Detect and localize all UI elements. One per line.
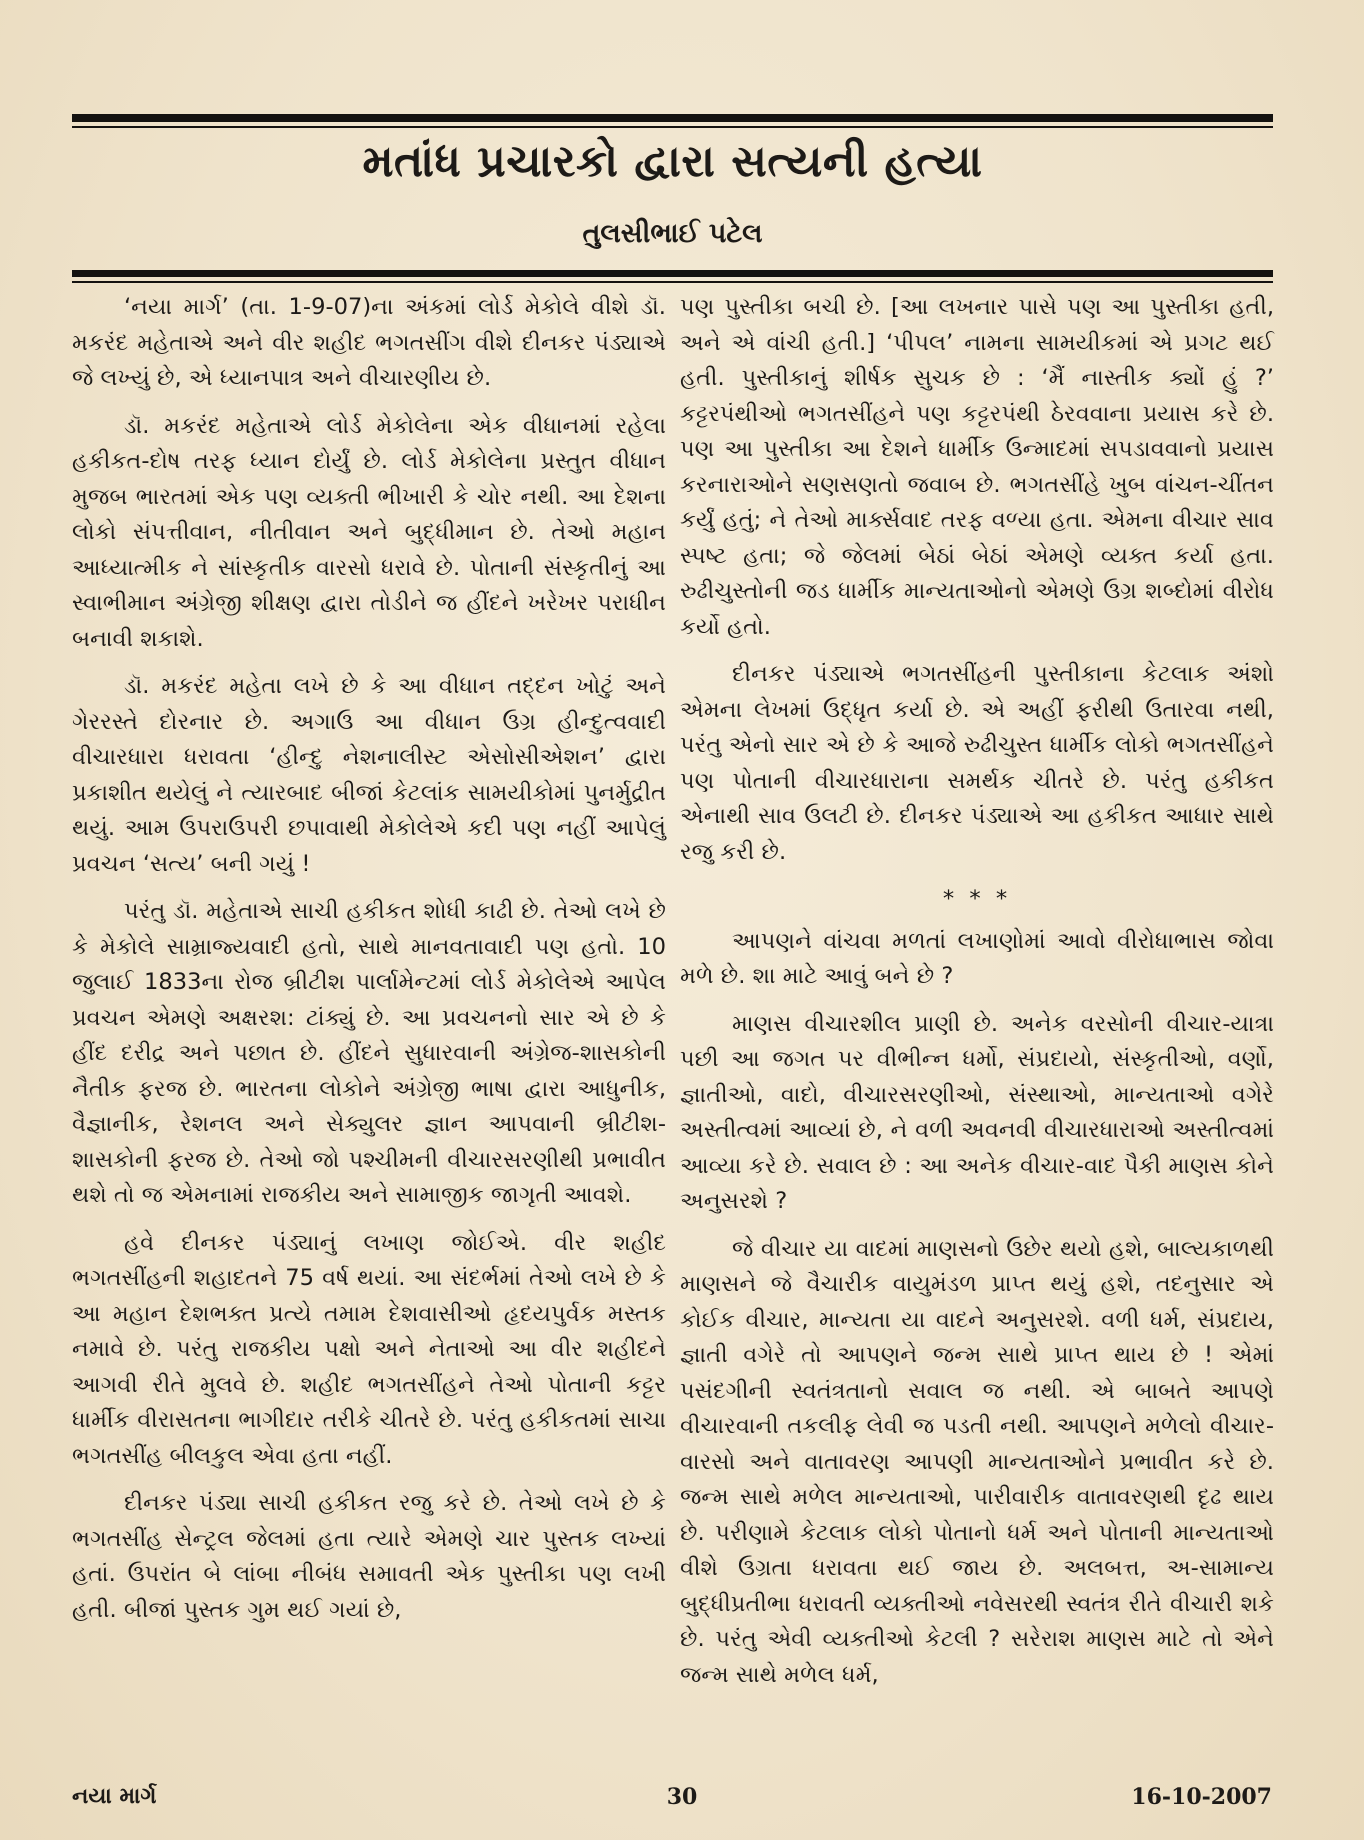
paragraph: ડૉ. મકરંદ મહેતાએ લોર્ડ મેકોલેના એક વીધાનમાં રહેલા હકીકત-દોષ તરફ ધ્યાન દોર્યું છે. લોર્ડ મેકોલેના પ્રસ્તુત વીધાન મુજબ ભારતમાં એક પણ વ્યક્તી ભીખારી કે ચોર નથી. આ દેશના લોકો સંપત્તીવાન, નીતીવાન અને બુદ્ધીમાન છે. તેઓ મહાન આધ્યાત્મીક ને સાંસ્કૃતીક વારસો ધરાવે છે. પોતાની સંસ્કૃતીનું આ સ્વાભીમાન અંગ્રેજી શીક્ષણ દ્વારા તોડીને જ હીંદને ખરેખર પરાધીન બનાવી શકાશે. xyxy=(72,412,666,652)
paragraph: હવે દીનકર પંડ્યાનું લખાણ જોઈએ. વીર શહીદ ભગતસીંહની શહાદતને 75 વર્ષ થયાં. આ સંદર્ભમાં તેઓ લખે છે કે આ મહાન દેશભક્ત પ્રત્યે તમામ દેશવાસીઓ હૃદયપુર્વક મસ્તક નમાવે છે. પરંતુ રાજકીય પક્ષો અને નેતાઓ આ વીર શહીદને આગવી રીતે મુલવે છે. શહીદ ભગતસીંહને તેઓ પોતાની કટ્ટર ધાર્મીક વીરાસતના ભાગીદાર તરીકે ચીતરે છે. પરંતુ હકીકતમાં સાચા ભગતસીંહ બીલકુલ એવા હતા નહીં. xyxy=(72,1229,666,1469)
right-column xyxy=(680,290,1274,1705)
paragraph: પરંતુ ડૉ. મહેતાએ સાચી હકીકત શોધી કાઢી છે. તેઓ લખે છે કે મેકોલે સામ્રાજ્યવાદી હતો, સાથે માનવતાવાદી પણ હતો. 10 જુલાઈ 1833ના રોજ બ્રીટીશ પાર્લામેન્ટમાં લોર્ડ મેકોલેએ આપેલ પ્રવચન એમણે અક્ષરશ: ટાંક્યું છે. આ પ્રવચનનો સાર એ છે કે હીંદ દરીદ્ર અને પછાત છે. હીંદને સુધારવાની અંગ્રેજ-શાસકોની નૈતીક ફરજ છે. ભારતના લોકોને અંગ્રેજી ભાષા દ્વારા આધુનીક, વૈજ્ઞાનીક, રેશનલ અને સેક્યુલર જ્ઞાન આપવાની બ્રીટીશ-શાસકોની ફરજ છે. તેઓ જો પશ્ચીમની વીચારસરણીથી પ્રભાવીત થશે તો જ એમનામાં રાજકીય અને સામાજીક જાગૃતી આવશે. xyxy=(72,898,666,1208)
article-author: તુલસીભાઈ પટેલ xyxy=(582,218,763,249)
top-rule xyxy=(72,114,1273,122)
paragraph: દીનકર પંડ્યા સાચી હકીકત રજુ કરે છે. તેઓ લખે છે કે ભગતસીંહ સેન્ટ્રલ જેલમાં હતા ત્યારે એમણે ચાર પુસ્તક લખ્યાં હતાં. ઉપરાંત બે લાંબા નીબંધ સમાવતી એક પુસ્તીકા પણ લખી હતી. બીજાં પુસ્તક ગુમ થઈ ગયાં છે, xyxy=(72,1490,666,1623)
paragraph: પણ પુસ્તીકા બચી છે. [આ લખનાર પાસે પણ આ પુસ્તીકા હતી, અને એ વાંચી હતી.] ‘પીપલ’ નામના સામયીકમાં એ પ્રગટ થઈ હતી. પુસ્તીકાનું શીર્ષક સુચક છે : ‘મૈં નાસ્તીક ક્યોં હું ?’ કટ્ટરપંથીઓ ભગતસીંહને પણ કટ્ટરપંથી ઠેરવવાના પ્રયાસ કરે છે. પણ આ પુસ્તીકા આ દેશને ધાર્મીક ઉન્માદમાં સપડાવવાનો પ્રયાસ કરનારાઓને સણસણતો જવાબ છે. ભગતસીંહે ખુબ વાંચન-ચીંતન કર્યું હતું; ને તેઓ માર્ક્સવાદ તરફ વળ્યા હતા. એમના વીચાર સાવ સ્પષ્ટ હતા; જે જેલમાં બેઠાં બેઠાં એમણે વ્યક્ત કર્યા હતા. રુઢીચુસ્તોની જડ ધાર્મીક માન્યતાઓનો એમણે ઉગ્ર શબ્દોમાં વીરોધ કર્યો હતો. xyxy=(680,294,1274,640)
footer-date: 16-10-2007 xyxy=(1131,1784,1272,1810)
paragraph: આપણને વાંચવા મળતાં લખાણોમાં આવો વીરોધાભાસ જોવા મળે છે. શા માટે આવું બને છે ? xyxy=(680,927,1274,989)
section-separator: * * * xyxy=(942,886,1012,912)
top-rule-thin xyxy=(72,126,1273,128)
header-rule xyxy=(72,270,1273,277)
paragraph: માણસ વીચારશીલ પ્રાણી છે. અનેક વરસોની વીચાર-યાત્રા પછી આ જગત પર વીભીન્ન ધર્મો, સંપ્રદાયો, સંસ્કૃતીઓ, વર્ણો, જ્ઞાતીઓ, વાદો, વીચારસરણીઓ, સંસ્થાઓ, માન્યતાઓ વગેરે અસ્તીત્વમાં આવ્યાં છે, ને વળી અવનવી વીચારધારાઓ અસ્તીત્વમાં આવ્યા કરે છે. સવાલ છે : આ અનેક વીચાર-વાદ પૈકી માણસ કોને અનુસરશે ? xyxy=(680,1010,1274,1214)
left-column xyxy=(72,290,666,1640)
paragraph: દીનકર પંડ્યાએ ભગતસીંહની પુસ્તીકાના કેટલાક અંશો એમના લેખમાં ઉદ્ધૃત કર્યા છે. એ અહીં ફરીથી ઉતારવા નથી, પરંતુ એનો સાર એ છે કે આજે રુઢીચુસ્ત ધાર્મીક લોકો ભગતસીંહને પણ પોતાની વીચારધારાના સમર્થક ચીતરે છે. પરંતુ હકીકત એનાથી સાવ ઉલટી છે. દીનકર પંડ્યાએ આ હકીકત આધાર સાથે રજુ કરી છે. xyxy=(680,661,1274,865)
paragraph: ડૉ. મકરંદ મહેતા લખે છે કે આ વીધાન તદ્દન ખોટું અને ગેરરસ્તે દોરનાર છે. અગાઉ આ વીધાન ઉગ્ર હીન્દુત્વવાદી વીચારધારા ધરાવતા ‘હીન્દુ નેશનાલીસ્ટ એસોસીએશન’ દ્વારા પ્રકાશીત થયેલું ને ત્યારબાદ બીજાં કેટલાંક સામયીકોમાં પુનર્મુદ્રીત થયું. આમ ઉપરાઉપરી છપાવાથી મેકોલેએ કદી પણ નહીં આપેલું પ્રવચન ‘સત્ય’ બની ગયું ! xyxy=(72,673,666,877)
footer-magazine-name: નયા માર્ગ xyxy=(72,1784,157,1809)
footer-page-number: 30 xyxy=(666,1784,698,1810)
paragraph: જે વીચાર યા વાદમાં માણસનો ઉછેર થયો હશે, બાલ્યકાળથી માણસને જે વૈચારીક વાયુમંડળ પ્રાપ્ત થયું હશે, તદનુસાર એ કોઈક વીચાર, માન્યતા યા વાદને અનુસરશે. વળી ધર્મ, સંપ્રદાય, જ્ઞાતી વગેરે તો આપણને જન્મ સાથે પ્રાપ્ત થાય છે ! એમાં પસંદગીની સ્વતંત્રતાનો સવાલ જ નથી. એ બાબતે આપણે વીચારવાની તકલીફ લેવી જ પડતી નથી. આપણને મળેલો વીચાર-વારસો અને વાતાવરણ આપણી માન્યતાઓને પ્રભાવીત કરે છે. જન્મ સાથે મળેલ માન્યતાઓ, પારીવારીક વાતાવરણથી દૃઢ થાય છે. પરીણામે કેટલાક લોકો પોતાનો ધર્મ અને પોતાની માન્યતાઓ વીશે ઉગ્રતા ધરાવતા થઈ જાય છે. અલબત્ત, અ-સામાન્ય બુદ્ધીપ્રતીભા ધરાવતી વ્યક્તીઓ નવેસરથી સ્વતંત્ર રીતે વીચારી શકે છે. પરંતુ એવી વ્યક્તીઓ કેટલી ? સરેરાશ માણસ માટે તો એને જન્મ સાથે મળેલ ધર્મ, xyxy=(680,1235,1274,1688)
header-rule-thin xyxy=(72,281,1273,283)
paragraph: ‘નયા માર્ગ’ (તા. 1-9-07)ના અંકમાં લોર્ડ મેકોલે વીશે ડૉ. મકરંદ મહેતાએ અને વીર શહીદ ભગતસીંગ વીશે દીનકર પંડ્યાએ જે લખ્યું છે, એ ધ્યાનપાત્ર અને વીચારણીય છે. xyxy=(72,294,666,391)
article-title: મતાંધ પ્રચારકો દ્વારા સત્યની હત્યા xyxy=(362,136,983,187)
